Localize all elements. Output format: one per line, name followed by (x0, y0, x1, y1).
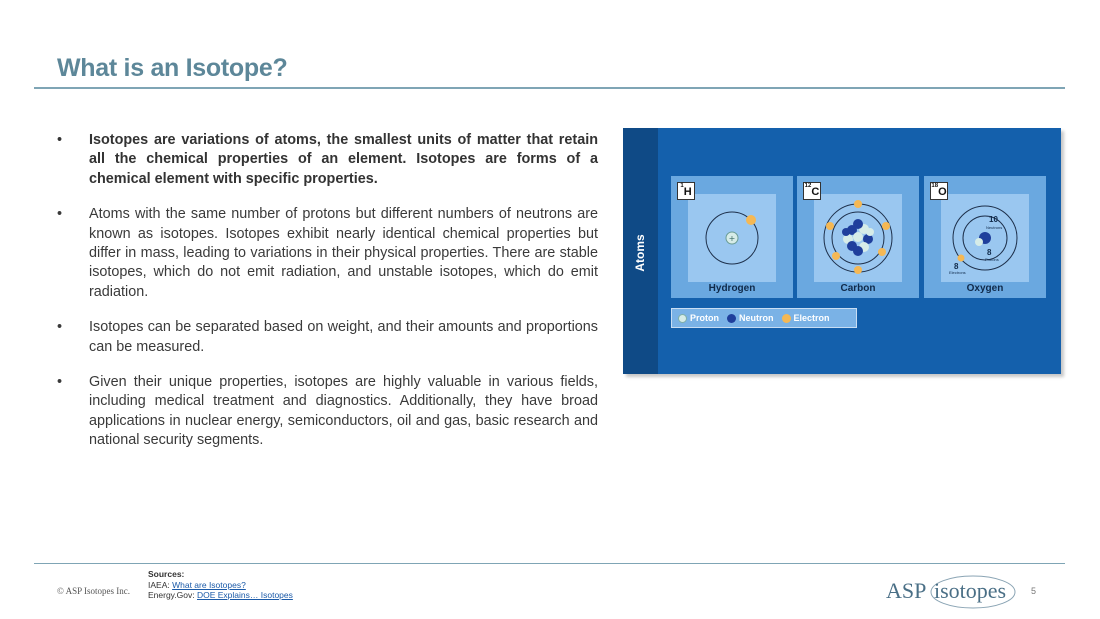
page-title: What is an Isotope? (57, 54, 288, 82)
figure-side-label: Atoms (633, 234, 647, 272)
electrons-label: Electrons (949, 270, 966, 275)
element-symbol: $^1$H (677, 182, 695, 200)
source-link-iaea[interactable]: What are Isotopes? (172, 579, 246, 590)
neutrons-count: 10 (989, 215, 998, 224)
legend-item: Electron (782, 313, 830, 323)
company-logo (886, 573, 1018, 613)
atom-panel-oxygen (924, 176, 1046, 298)
neutron-dot-icon (727, 314, 736, 323)
element-name: Hydrogen (708, 283, 756, 294)
oxygen-atom-icon (941, 194, 1029, 282)
source-line: IAEA: What are Isotopes? (148, 579, 246, 590)
bullet-item: • Isotopes can be separated based on weight, and their amounts and proportions can be measured. (57, 318, 598, 357)
footer-divider (34, 563, 1065, 564)
atoms-figure (623, 128, 1061, 374)
hydrogen-atom-icon (688, 194, 776, 282)
electron-dot-icon (782, 314, 791, 323)
sources-header: Sources: (148, 569, 185, 579)
source-line: Energy.Gov: DOE Explains… Isotopes (148, 590, 293, 600)
logo-asp: ASP (886, 578, 927, 603)
legend-item: Proton (678, 313, 719, 323)
bullet-item: • Atoms with the same number of protons but different numbers of neutrons are known as isotopes. Isotopes exhibit nearly identical chemical properties but differ in mass, leading to variations in their physical properties. There are stable isotopes, which do not emit radiation, and unstable isotopes, which do emit radiation. (57, 205, 598, 302)
bullet-item: • Isotopes are variations of atoms, the smallest units of matter that retain all the chemical properties of an element. Isotopes are forms of a chemical element with specific properties. (57, 131, 598, 189)
element-symbol: $^{18}$O (931, 183, 947, 198)
protons-label: Protons (985, 257, 999, 262)
carbon-atom-icon (814, 194, 902, 282)
svg-text:+: + (728, 234, 736, 243)
source-link-energy-gov[interactable]: DOE Explains… Isotopes (196, 590, 293, 600)
electrons-count: 8 (954, 262, 959, 271)
atom-panel-hydrogen (671, 176, 793, 298)
bullet-list (57, 131, 598, 467)
figure-sidebar (623, 128, 658, 374)
element-symbol: $^{12}$C (804, 183, 820, 198)
atom-legend (671, 308, 857, 328)
proton-dot-icon (678, 314, 687, 323)
neutrons-label: Neutrons (986, 225, 1003, 230)
page-number: 5 (1031, 586, 1037, 596)
legend-item: Neutron (727, 313, 774, 323)
protons-count: 8 (987, 248, 992, 257)
copyright: © ASP Isotopes Inc. (57, 586, 131, 596)
sources (148, 569, 293, 601)
title-divider (34, 87, 1065, 89)
element-name: Carbon (840, 283, 876, 294)
bullet-item: • Given their unique properties, isotopes are highly valuable in various fields, including medical treatment and diagnostics. Additionally, they have broad applications in nuclear energy, semiconductors, oil and gas, basic research and national security segments. (57, 373, 598, 451)
element-name: Oxygen (966, 283, 1004, 294)
atom-panel-carbon (797, 176, 919, 298)
logo-isotopes: isotopes (934, 578, 1007, 603)
